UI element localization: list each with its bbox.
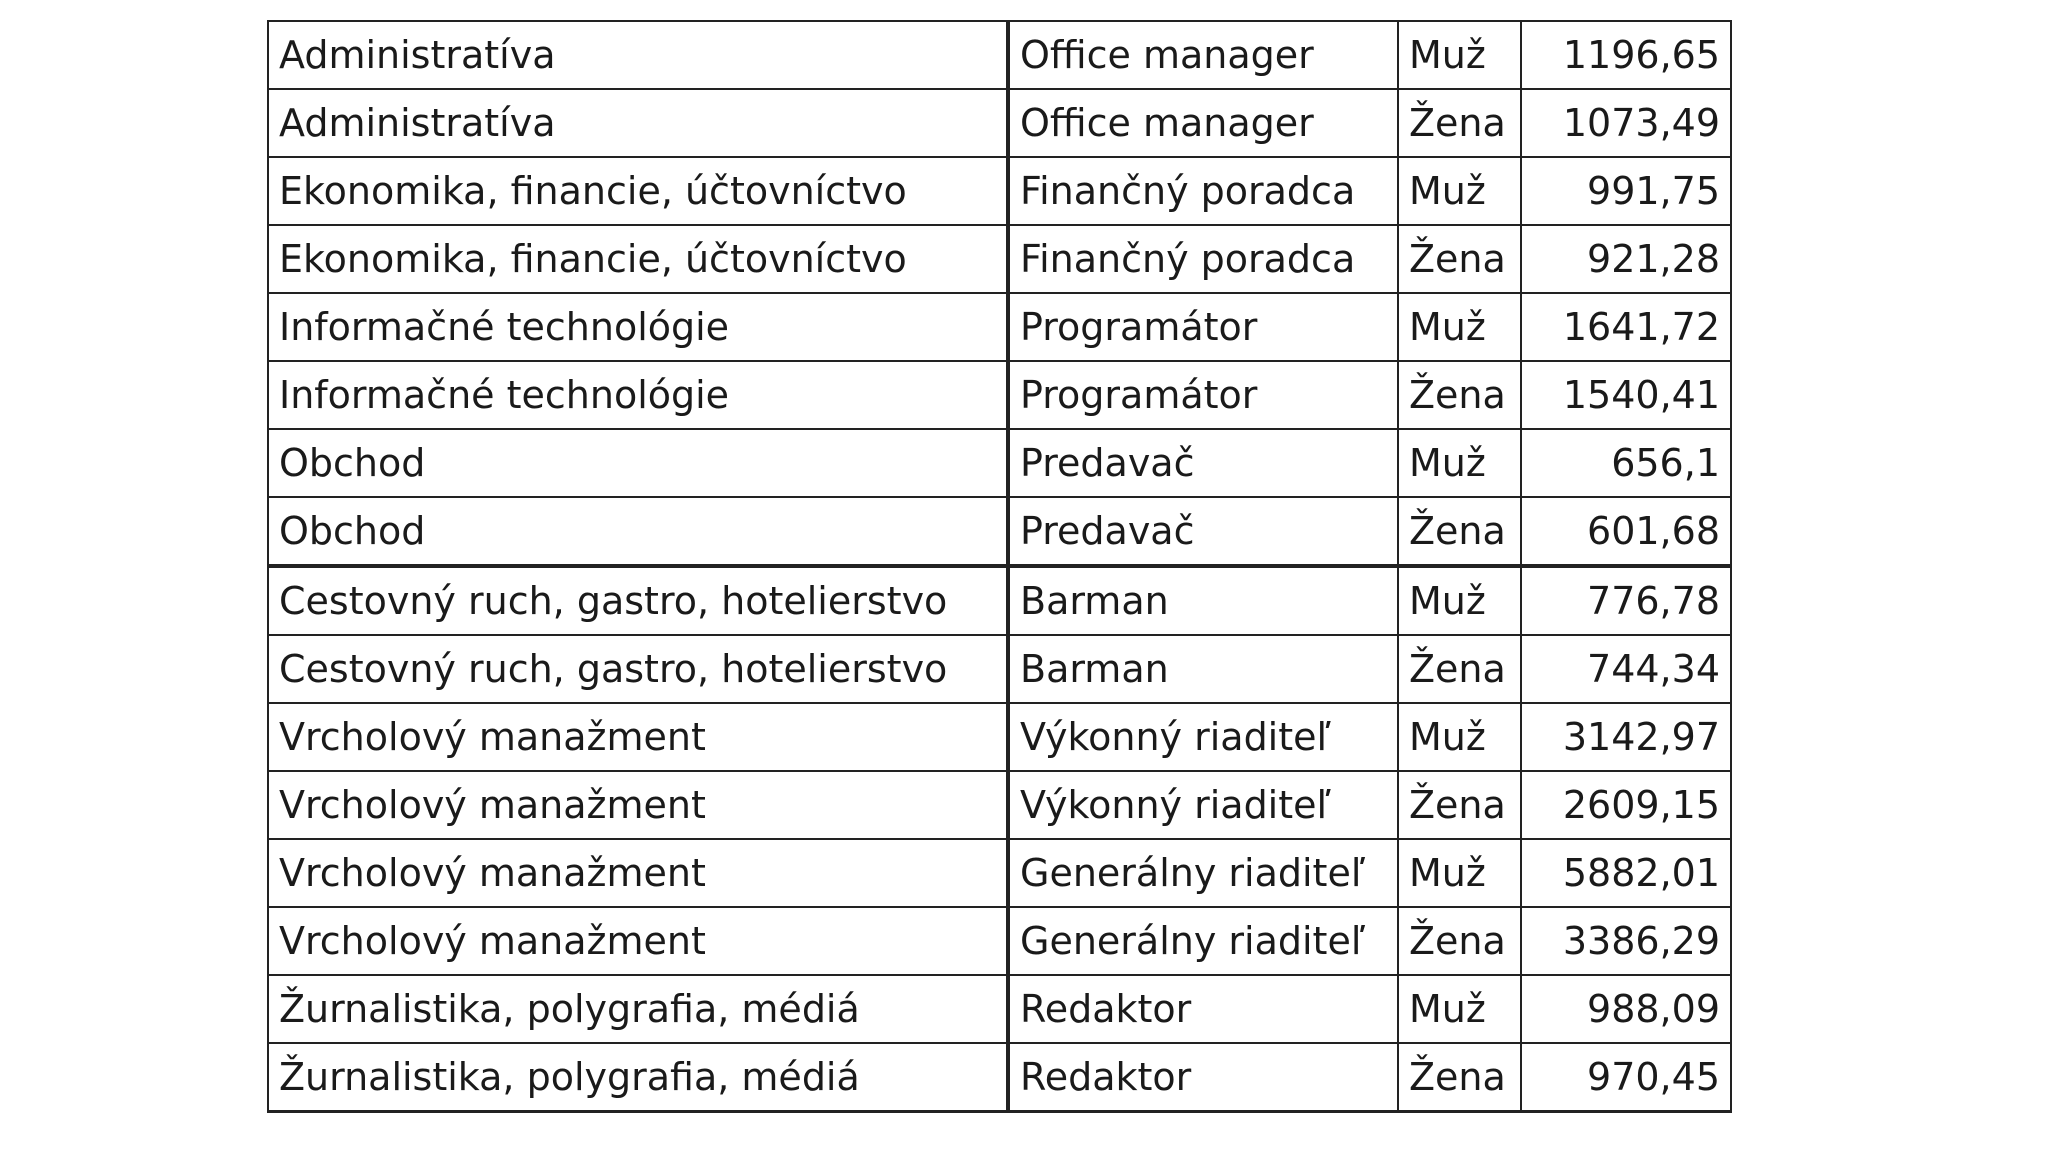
position-cell: Výkonný riaditeľ	[1008, 771, 1398, 839]
gender-cell: Žena	[1398, 1043, 1521, 1112]
salary-table	[267, 20, 1732, 1113]
position-cell: Generálny riaditeľ	[1008, 907, 1398, 975]
table-row	[268, 21, 1731, 89]
sector-cell: Obchod	[268, 429, 1008, 497]
sector-cell: Administratíva	[268, 89, 1008, 157]
position-cell: Programátor	[1008, 361, 1398, 429]
sector-cell: Žurnalistika, polygrafia, médiá	[268, 975, 1008, 1043]
gender-cell: Žena	[1398, 225, 1521, 293]
salary-cell: 970,45	[1521, 1043, 1731, 1112]
sector-cell: Cestovný ruch, gastro, hotelierstvo	[268, 566, 1008, 635]
sector-cell: Cestovný ruch, gastro, hotelierstvo	[268, 635, 1008, 703]
table-row	[268, 635, 1731, 703]
table-row	[268, 771, 1731, 839]
table-row	[268, 361, 1731, 429]
table-row	[268, 429, 1731, 497]
table-row	[268, 157, 1731, 225]
position-cell: Predavač	[1008, 497, 1398, 566]
sector-cell: Vrcholový manažment	[268, 907, 1008, 975]
salary-cell: 988,09	[1521, 975, 1731, 1043]
position-cell: Generálny riaditeľ	[1008, 839, 1398, 907]
salary-cell: 991,75	[1521, 157, 1731, 225]
sector-cell: Obchod	[268, 497, 1008, 566]
salary-cell: 656,1	[1521, 429, 1731, 497]
position-cell: Redaktor	[1008, 1043, 1398, 1112]
salary-cell: 744,34	[1521, 635, 1731, 703]
gender-cell: Žena	[1398, 361, 1521, 429]
gender-cell: Muž	[1398, 21, 1521, 89]
salary-cell: 3142,97	[1521, 703, 1731, 771]
salary-cell: 776,78	[1521, 566, 1731, 635]
table-row	[268, 89, 1731, 157]
salary-cell: 2609,15	[1521, 771, 1731, 839]
salary-cell: 921,28	[1521, 225, 1731, 293]
table-row	[268, 293, 1731, 361]
gender-cell: Muž	[1398, 975, 1521, 1043]
position-cell: Barman	[1008, 635, 1398, 703]
gender-cell: Muž	[1398, 703, 1521, 771]
gender-cell: Muž	[1398, 157, 1521, 225]
table-row	[268, 566, 1731, 635]
table-row	[268, 497, 1731, 566]
sector-cell: Vrcholový manažment	[268, 771, 1008, 839]
gender-cell: Muž	[1398, 429, 1521, 497]
salary-cell: 1073,49	[1521, 89, 1731, 157]
sector-cell: Ekonomika, financie, účtovníctvo	[268, 225, 1008, 293]
position-cell: Office manager	[1008, 21, 1398, 89]
gender-cell: Žena	[1398, 89, 1521, 157]
salary-cell: 1540,41	[1521, 361, 1731, 429]
position-cell: Office manager	[1008, 89, 1398, 157]
salary-cell: 1196,65	[1521, 21, 1731, 89]
position-cell: Programátor	[1008, 293, 1398, 361]
position-cell: Predavač	[1008, 429, 1398, 497]
table-body	[268, 21, 1731, 1112]
gender-cell: Žena	[1398, 635, 1521, 703]
table-row	[268, 1043, 1731, 1112]
salary-cell: 601,68	[1521, 497, 1731, 566]
sector-cell: Vrcholový manažment	[268, 839, 1008, 907]
table-row	[268, 907, 1731, 975]
gender-cell: Muž	[1398, 566, 1521, 635]
gender-cell: Žena	[1398, 907, 1521, 975]
salary-cell: 3386,29	[1521, 907, 1731, 975]
sector-cell: Administratíva	[268, 21, 1008, 89]
sector-cell: Vrcholový manažment	[268, 703, 1008, 771]
sector-cell: Informačné technológie	[268, 361, 1008, 429]
position-cell: Výkonný riaditeľ	[1008, 703, 1398, 771]
gender-cell: Muž	[1398, 839, 1521, 907]
table-row	[268, 839, 1731, 907]
salary-cell: 5882,01	[1521, 839, 1731, 907]
gender-cell: Muž	[1398, 293, 1521, 361]
position-cell: Finančný poradca	[1008, 157, 1398, 225]
salary-cell: 1641,72	[1521, 293, 1731, 361]
table-row	[268, 703, 1731, 771]
position-cell: Barman	[1008, 566, 1398, 635]
gender-cell: Žena	[1398, 497, 1521, 566]
sector-cell: Žurnalistika, polygrafia, médiá	[268, 1043, 1008, 1112]
table-row	[268, 225, 1731, 293]
sector-cell: Ekonomika, financie, účtovníctvo	[268, 157, 1008, 225]
gender-cell: Žena	[1398, 771, 1521, 839]
position-cell: Finančný poradca	[1008, 225, 1398, 293]
table-row	[268, 975, 1731, 1043]
sector-cell: Informačné technológie	[268, 293, 1008, 361]
position-cell: Redaktor	[1008, 975, 1398, 1043]
